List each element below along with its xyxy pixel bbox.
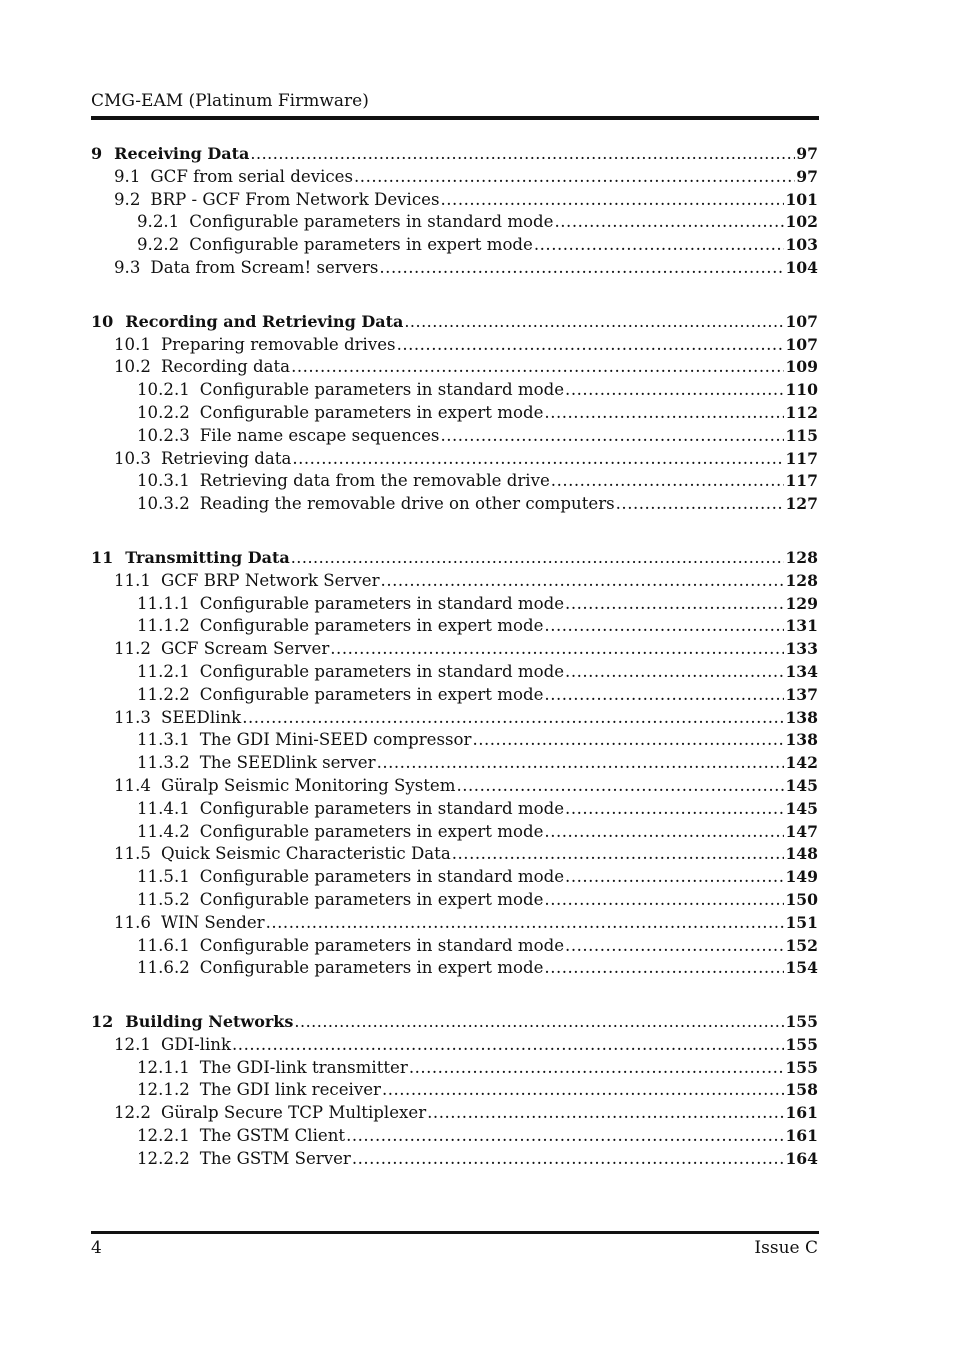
toc-entry[interactable] bbox=[91, 684, 818, 707]
toc-entry[interactable] bbox=[91, 935, 818, 958]
toc-entry[interactable] bbox=[91, 752, 818, 775]
dot-leader bbox=[551, 470, 785, 493]
toc-entry-page: 109 bbox=[785, 357, 818, 377]
toc-entry-number: 12.2 bbox=[114, 1103, 151, 1123]
toc-entry-title: Configurable parameters in expert mode bbox=[199, 402, 544, 422]
toc-entry-page: 128 bbox=[785, 547, 818, 567]
toc-entry-number: 9.2.2 bbox=[137, 235, 180, 255]
toc-entry-title: Reading the removable drive on other computers bbox=[199, 494, 615, 514]
toc-entry-title: Configurable parameters in standard mode bbox=[199, 935, 565, 955]
toc-entry-title: Recording data bbox=[160, 357, 291, 377]
toc-chapter-entry[interactable] bbox=[91, 311, 818, 334]
dot-leader bbox=[544, 957, 784, 980]
toc-entry-page: 155 bbox=[785, 1034, 818, 1054]
toc-entry-number: 10.3 bbox=[114, 448, 151, 468]
dot-leader bbox=[441, 189, 785, 212]
toc-entry-number: 11.1 bbox=[114, 570, 151, 590]
toc-entry-number: 10.3.2 bbox=[137, 494, 190, 514]
toc-entry-page: 103 bbox=[785, 235, 818, 255]
toc-entry-number: 12.1 bbox=[114, 1034, 151, 1054]
toc-entry-title: The GDI link receiver bbox=[199, 1080, 381, 1100]
toc-entry-title: SEEDlink bbox=[160, 707, 242, 727]
toc-chapter-entry[interactable] bbox=[91, 143, 818, 166]
dot-leader bbox=[565, 593, 784, 616]
dot-leader bbox=[291, 547, 785, 570]
toc-entry-page: 145 bbox=[785, 775, 818, 795]
toc-entry[interactable] bbox=[91, 379, 818, 402]
toc-entry-number: 11.4 bbox=[114, 775, 151, 795]
dot-leader bbox=[377, 752, 785, 775]
toc-entry-title: GDI-link bbox=[160, 1034, 232, 1054]
dot-leader bbox=[616, 493, 785, 516]
dot-leader bbox=[534, 234, 785, 257]
toc-entry[interactable] bbox=[91, 470, 818, 493]
toc-entry-title: Configurable parameters in standard mode bbox=[199, 593, 565, 613]
dot-leader bbox=[404, 311, 784, 334]
toc-entry-title: Recording and Retrieving Data bbox=[125, 311, 404, 331]
toc-entry-number: 11.3.1 bbox=[137, 730, 190, 750]
toc-entry-page: 128 bbox=[785, 570, 818, 590]
toc-entry-page: 154 bbox=[785, 958, 818, 978]
dot-leader bbox=[232, 1034, 784, 1057]
toc-entry-title: GCF from serial devices bbox=[150, 166, 354, 186]
toc-entry-number: 11.6.1 bbox=[137, 935, 190, 955]
toc-entry[interactable] bbox=[91, 1125, 818, 1148]
toc-entry-title: Configurable parameters in standard mode bbox=[199, 798, 565, 818]
toc-section bbox=[91, 143, 818, 280]
toc-entry[interactable] bbox=[91, 1034, 818, 1057]
toc-entry[interactable] bbox=[91, 638, 818, 661]
dot-leader bbox=[544, 615, 784, 638]
toc-entry-title: Configurable parameters in expert mode bbox=[199, 958, 544, 978]
dot-leader bbox=[409, 1057, 785, 1080]
toc-entry-title: Configurable parameters in expert mode bbox=[199, 684, 544, 704]
toc-entry-page: 104 bbox=[785, 257, 818, 277]
toc-entry-page: 145 bbox=[785, 798, 818, 818]
toc-entry[interactable] bbox=[91, 402, 818, 425]
toc-entry-number: 11.3 bbox=[114, 707, 151, 727]
toc-entry-page: 101 bbox=[785, 189, 818, 209]
toc-entry-title: Retrieving data bbox=[160, 448, 292, 468]
toc-entry-title: The GDI Mini-SEED compressor bbox=[199, 730, 472, 750]
toc-entry-page: 110 bbox=[785, 380, 818, 400]
toc-entry-number: 10.1 bbox=[114, 334, 151, 354]
toc-entry-page: 137 bbox=[785, 684, 818, 704]
toc-entry-title: Configurable parameters in expert mode bbox=[199, 889, 544, 909]
toc-entry[interactable] bbox=[91, 234, 818, 257]
toc-entry-number: 10.2.2 bbox=[137, 402, 190, 422]
toc-entry-page: 155 bbox=[785, 1012, 818, 1032]
dot-leader bbox=[250, 143, 795, 166]
toc-entry[interactable] bbox=[91, 356, 818, 379]
toc-entry[interactable] bbox=[91, 493, 818, 516]
toc-entry-page: 134 bbox=[785, 661, 818, 681]
toc-entry-title: Preparing removable drives bbox=[160, 334, 396, 354]
toc-entry-page: 129 bbox=[785, 593, 818, 613]
toc-entry-number: 10.2 bbox=[114, 357, 151, 377]
toc-entry-title: Configurable parameters in expert mode bbox=[189, 235, 533, 255]
toc-entry-number: 9 bbox=[91, 144, 103, 163]
toc-entry-number: 11.4.2 bbox=[137, 821, 190, 841]
toc-chapter-entry[interactable] bbox=[91, 547, 818, 570]
toc-entry-number: 11.4.1 bbox=[137, 798, 190, 818]
toc-entry[interactable] bbox=[91, 843, 818, 866]
toc-entry[interactable] bbox=[91, 570, 818, 593]
toc-entry-title: Configurable parameters in standard mode bbox=[199, 867, 565, 887]
toc-entry-page: 107 bbox=[785, 334, 818, 354]
toc-entry-number: 11.5.2 bbox=[137, 889, 190, 909]
toc-entry-title: Configurable parameters in expert mode bbox=[199, 616, 544, 636]
toc-entry-number: 12.1.1 bbox=[137, 1057, 190, 1077]
toc-chapter-entry[interactable] bbox=[91, 1011, 818, 1034]
toc-entry-number: 11.6 bbox=[114, 912, 151, 932]
toc-entry-title: Güralp Secure TCP Multiplexer bbox=[160, 1103, 427, 1123]
toc-entry-number: 11.6.2 bbox=[137, 958, 190, 978]
toc-entry-page: 161 bbox=[785, 1103, 818, 1123]
table-of-contents bbox=[91, 143, 818, 1202]
toc-entry-page: 127 bbox=[785, 494, 818, 514]
toc-entry-page: 148 bbox=[785, 844, 818, 864]
toc-entry-title: The SEEDlink server bbox=[199, 753, 376, 773]
header-rule bbox=[91, 116, 819, 120]
toc-entry-page: 97 bbox=[796, 166, 818, 186]
toc-entry-number: 12.1.2 bbox=[137, 1080, 190, 1100]
toc-entry[interactable] bbox=[91, 821, 818, 844]
toc-entry-title: WIN Sender bbox=[160, 912, 265, 932]
toc-entry[interactable] bbox=[91, 211, 818, 234]
dot-leader bbox=[266, 912, 785, 935]
toc-entry-number: 11.1.2 bbox=[137, 616, 190, 636]
toc-entry[interactable] bbox=[91, 798, 818, 821]
toc-entry[interactable] bbox=[91, 912, 818, 935]
toc-entry-page: 112 bbox=[785, 402, 818, 422]
toc-entry-number: 11 bbox=[91, 547, 114, 567]
toc-entry-title: File name escape sequences bbox=[199, 425, 440, 445]
toc-entry-number: 12.2.2 bbox=[137, 1148, 190, 1168]
toc-entry-title: Data from Scream! servers bbox=[150, 257, 379, 277]
toc-entry-title: Güralp Seismic Monitoring System bbox=[160, 775, 456, 795]
toc-entry[interactable] bbox=[91, 1057, 818, 1080]
toc-entry[interactable] bbox=[91, 889, 818, 912]
toc-entry-title: The GDI-link transmitter bbox=[199, 1057, 408, 1077]
toc-entry[interactable] bbox=[91, 615, 818, 638]
toc-entry-title: Configurable parameters in standard mode bbox=[189, 212, 554, 232]
dot-leader bbox=[544, 684, 784, 707]
toc-entry-page: 102 bbox=[785, 212, 818, 232]
toc-entry-number: 11.3.2 bbox=[137, 753, 190, 773]
toc-entry-page: 97 bbox=[796, 144, 818, 163]
toc-entry-number: 9.2.1 bbox=[137, 212, 180, 232]
toc-entry[interactable] bbox=[91, 1102, 818, 1125]
toc-entry-page: 117 bbox=[785, 448, 818, 468]
toc-entry-page: 158 bbox=[785, 1080, 818, 1100]
toc-entry[interactable] bbox=[91, 1148, 818, 1171]
toc-section bbox=[91, 311, 818, 516]
toc-entry-page: 131 bbox=[785, 616, 818, 636]
dot-leader bbox=[397, 334, 785, 357]
dot-leader bbox=[565, 798, 784, 821]
running-footer bbox=[91, 1237, 818, 1259]
toc-entry[interactable] bbox=[91, 166, 818, 189]
toc-entry[interactable] bbox=[91, 257, 818, 280]
dot-leader bbox=[291, 356, 784, 379]
dot-leader bbox=[544, 821, 784, 844]
toc-entry-title: GCF Scream Server bbox=[160, 639, 330, 659]
toc-entry-number: 11.2.1 bbox=[137, 661, 190, 681]
toc-entry-number: 10.3.1 bbox=[137, 471, 190, 491]
toc-entry-page: 147 bbox=[785, 821, 818, 841]
dot-leader bbox=[565, 379, 784, 402]
toc-entry[interactable] bbox=[91, 1079, 818, 1102]
toc-entry-title: BRP - GCF From Network Devices bbox=[150, 189, 440, 209]
toc-entry-number: 11.1.1 bbox=[137, 593, 190, 613]
toc-entry-title: The GSTM Client bbox=[199, 1126, 346, 1146]
toc-entry-page: 117 bbox=[785, 471, 818, 491]
toc-entry-number: 9.2 bbox=[114, 189, 141, 209]
dot-leader bbox=[565, 661, 784, 684]
dot-leader bbox=[440, 425, 784, 448]
toc-entry-page: 142 bbox=[785, 753, 818, 773]
toc-entry-number: 11.5.1 bbox=[137, 867, 190, 887]
toc-entry[interactable] bbox=[91, 448, 818, 471]
toc-entry-title: Transmitting Data bbox=[125, 547, 290, 567]
dot-leader bbox=[381, 570, 785, 593]
toc-entry[interactable] bbox=[91, 707, 818, 730]
toc-entry-title: The GSTM Server bbox=[199, 1148, 351, 1168]
dot-leader bbox=[544, 889, 784, 912]
toc-entry[interactable] bbox=[91, 775, 818, 798]
toc-entry-title: GCF BRP Network Server bbox=[160, 570, 380, 590]
dot-leader bbox=[354, 166, 795, 189]
running-header: CMG-EAM (Platinum Firmware) bbox=[91, 91, 369, 111]
dot-leader bbox=[292, 448, 784, 471]
toc-entry-number: 10.2.3 bbox=[137, 425, 190, 445]
toc-entry[interactable] bbox=[91, 593, 818, 616]
toc-entry-number: 10 bbox=[91, 311, 114, 331]
toc-entry-page: 133 bbox=[785, 639, 818, 659]
toc-entry-number: 12.2.1 bbox=[137, 1126, 190, 1146]
toc-entry-number: 12 bbox=[91, 1012, 114, 1032]
toc-entry[interactable] bbox=[91, 425, 818, 448]
toc-entry-page: 161 bbox=[785, 1126, 818, 1146]
toc-entry-title: Quick Seismic Characteristic Data bbox=[160, 844, 451, 864]
toc-entry[interactable] bbox=[91, 957, 818, 980]
issue-label: Issue C bbox=[754, 1238, 818, 1258]
footer-rule bbox=[91, 1231, 819, 1234]
dot-leader bbox=[427, 1102, 784, 1125]
toc-entry[interactable] bbox=[91, 866, 818, 889]
page-number: 4 bbox=[91, 1238, 102, 1258]
dot-leader bbox=[555, 211, 785, 234]
toc-entry-title: Retrieving data from the removable drive bbox=[199, 471, 550, 491]
dot-leader bbox=[382, 1079, 784, 1102]
toc-entry-page: 115 bbox=[785, 425, 818, 445]
toc-entry-title: Building Networks bbox=[125, 1012, 294, 1032]
toc-section bbox=[91, 547, 818, 980]
toc-entry[interactable] bbox=[91, 729, 818, 752]
toc-entry-page: 152 bbox=[785, 935, 818, 955]
toc-entry-number: 11.2 bbox=[114, 639, 151, 659]
dot-leader bbox=[242, 707, 784, 730]
toc-entry-title: Configurable parameters in expert mode bbox=[199, 821, 544, 841]
dot-leader bbox=[472, 729, 784, 752]
toc-entry-title: Configurable parameters in standard mode bbox=[199, 380, 565, 400]
toc-entry-number: 9.1 bbox=[114, 166, 141, 186]
toc-entry-page: 138 bbox=[785, 730, 818, 750]
dot-leader bbox=[544, 402, 784, 425]
dot-leader bbox=[452, 843, 785, 866]
toc-entry[interactable] bbox=[91, 189, 818, 212]
toc-entry-number: 11.5 bbox=[114, 844, 151, 864]
toc-entry-page: 149 bbox=[785, 867, 818, 887]
toc-entry[interactable] bbox=[91, 661, 818, 684]
toc-entry-page: 155 bbox=[785, 1057, 818, 1077]
dot-leader bbox=[346, 1125, 784, 1148]
dot-leader bbox=[456, 775, 784, 798]
toc-entry-page: 138 bbox=[785, 707, 818, 727]
toc-entry-number: 10.2.1 bbox=[137, 380, 190, 400]
dot-leader bbox=[565, 935, 784, 958]
toc-section bbox=[91, 1011, 818, 1171]
toc-entry-title: Receiving Data bbox=[114, 144, 250, 163]
toc-entry-page: 150 bbox=[785, 889, 818, 909]
dot-leader bbox=[565, 866, 784, 889]
dot-leader bbox=[330, 638, 784, 661]
dot-leader bbox=[379, 257, 784, 280]
dot-leader bbox=[352, 1148, 785, 1171]
toc-entry-title: Configurable parameters in standard mode bbox=[199, 661, 565, 681]
toc-entry-number: 11.2.2 bbox=[137, 684, 190, 704]
toc-entry-page: 151 bbox=[785, 912, 818, 932]
toc-entry[interactable] bbox=[91, 334, 818, 357]
toc-entry-page: 107 bbox=[785, 311, 818, 331]
toc-entry-number: 9.3 bbox=[114, 257, 141, 277]
dot-leader bbox=[294, 1011, 784, 1034]
toc-entry-page: 164 bbox=[785, 1148, 818, 1168]
